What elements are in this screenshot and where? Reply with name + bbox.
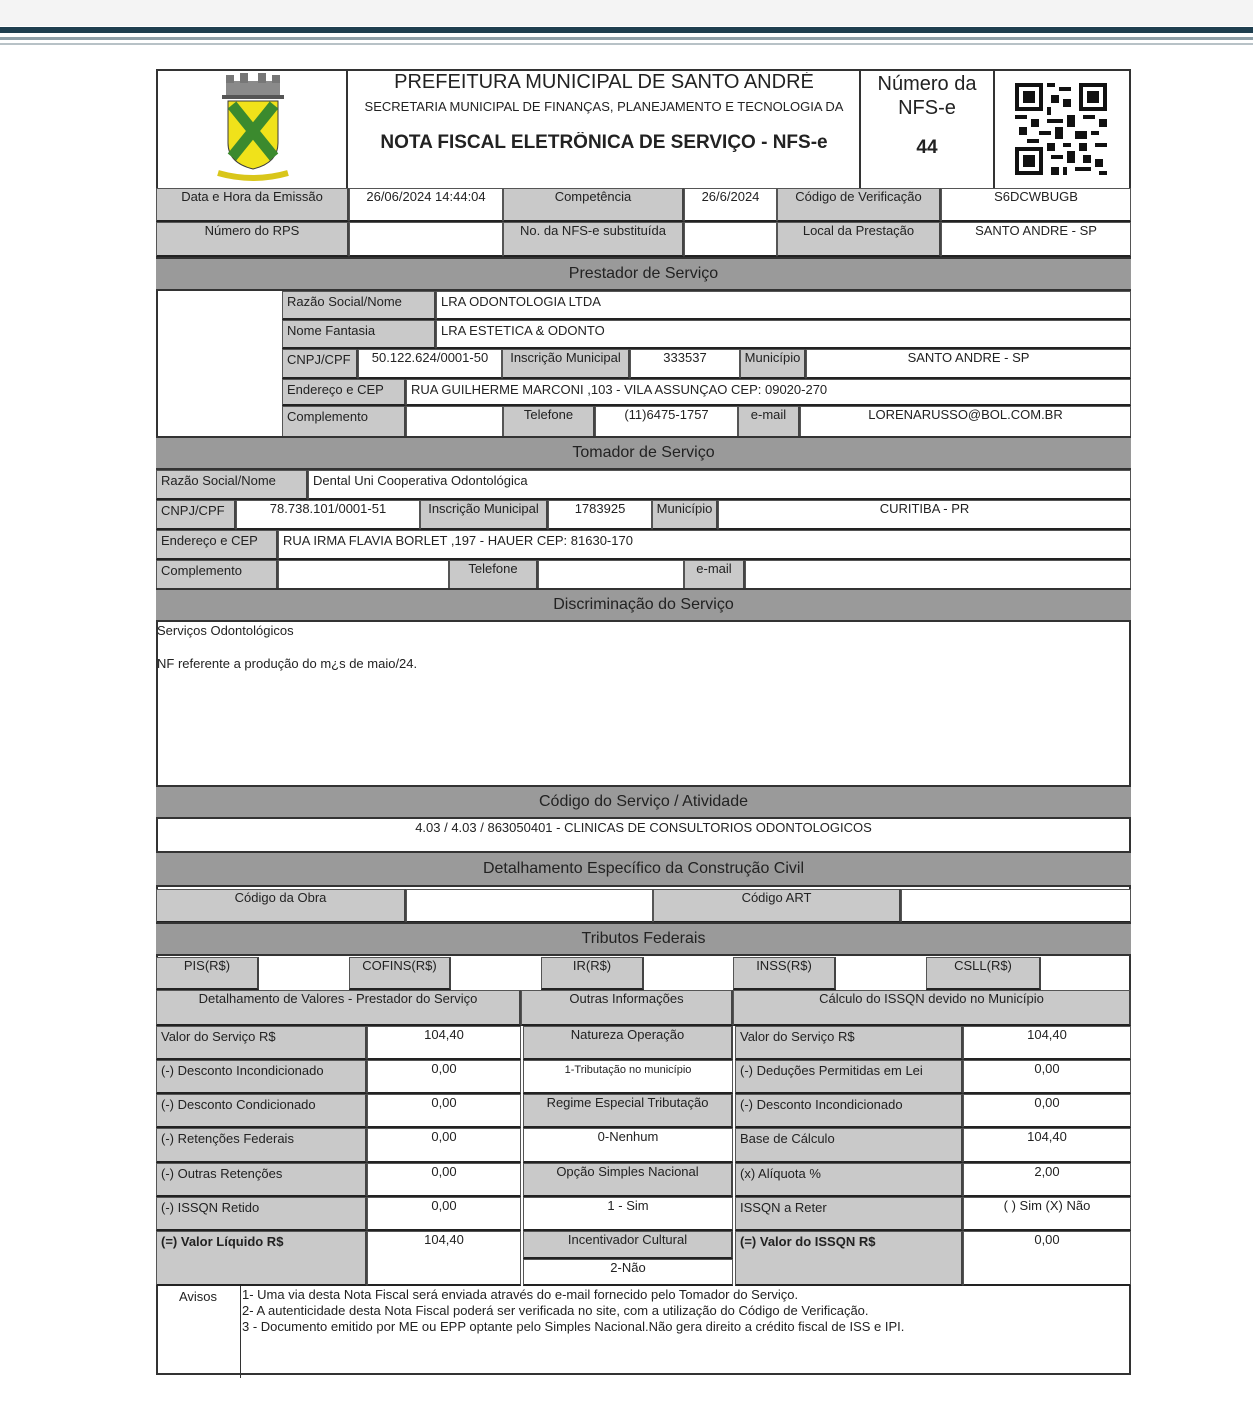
qr-code-icon xyxy=(1015,83,1107,175)
document-title: NOTA FISCAL ELETRÔNICA DE SERVIÇO - NFS-e xyxy=(380,132,828,153)
cofins-label: COFINS(R$) xyxy=(349,957,451,990)
description-section-header: Discriminação do Serviço xyxy=(156,588,1131,622)
taker-cnpj: 78.738.101/0001-51 xyxy=(236,500,420,530)
ir-label: IR(R$) xyxy=(541,957,644,990)
emission-date: 26/06/2024 14:44:04 xyxy=(349,188,503,222)
nfse-number-label-1: Número da xyxy=(877,73,977,95)
value-row: 0,00 xyxy=(367,1094,521,1128)
value-label-row: Valor do Serviço R$ xyxy=(156,1026,367,1060)
crest-cell xyxy=(156,69,348,190)
substituted-number xyxy=(684,222,777,257)
description-line-2: NF referente a produção do m¿s de maio/24. xyxy=(157,656,418,671)
location: SANTO ANDRE - SP xyxy=(941,222,1131,257)
nfse-number-cell xyxy=(859,69,995,190)
provider-complement xyxy=(406,406,503,438)
notices-divider xyxy=(240,1286,241,1378)
qr-cell xyxy=(995,69,1131,190)
service-code: 4.03 / 4.03 / 863050401 - CLINICAS DE CONSULTORIOS ODONTOLOGICOS xyxy=(415,820,872,835)
inss-label: INSS(R$) xyxy=(733,957,836,990)
taker-city-label: Município xyxy=(652,500,718,530)
value-row: 0,00 xyxy=(367,1197,521,1231)
dept-title: SECRETARIA MUNICIPAL DE FINANÇAS, PLANEJAMENTO E TECNOLOGIA DA xyxy=(364,99,844,114)
verification-code: S6DCWBUGB xyxy=(941,188,1131,222)
art-code xyxy=(901,889,1131,923)
provider-section-header: Prestador de Serviço xyxy=(156,257,1131,291)
taker-city: CURITIBA - PR xyxy=(718,500,1131,530)
org-title: PREFEITURA MUNICIPAL DE SANTO ANDRÉ xyxy=(394,72,814,92)
nfse-number: 44 xyxy=(916,137,938,158)
obra-code xyxy=(406,889,653,923)
value-row: 0,00 xyxy=(367,1163,521,1197)
issqn-label-row: (x) Alíquota % xyxy=(735,1163,963,1197)
issqn-value-row: 104,40 xyxy=(963,1026,1131,1060)
issqn-value-row: 0,00 xyxy=(963,1094,1131,1128)
taker-complement xyxy=(278,560,449,590)
competence: 26/6/2024 xyxy=(684,188,777,222)
description-line-1: Serviços Odontológicos xyxy=(157,623,294,638)
provider-address: RUA GUILHERME MARCONI ,103 - VILA ASSUNÇAO CEP: 09020-270 xyxy=(406,379,1131,406)
taker-name: Dental Uni Cooperativa Odontológica xyxy=(308,470,1131,500)
issqn-value-row: 2,00 xyxy=(963,1163,1131,1197)
construction-section-header: Detalhamento Específico da Construção Civil xyxy=(156,851,1131,887)
provider-im-label: Inscrição Municipal xyxy=(502,349,630,379)
provider-phone-label: Telefone xyxy=(503,406,595,438)
provider-fantasy-label: Nome Fantasia xyxy=(282,320,436,349)
nfse-number-label-2: NFS-e xyxy=(898,97,956,119)
value-label-row: (-) Retenções Federais xyxy=(156,1128,367,1163)
taker-email-label: e-mail xyxy=(684,560,745,590)
issqn-label-row: Base de Cálculo xyxy=(735,1128,963,1163)
taker-im: 1783925 xyxy=(548,500,652,530)
values-section-header: Detalhamento de Valores - Prestador do Serviço xyxy=(156,990,521,1026)
notices-label: Avisos xyxy=(178,1289,218,1304)
top-stripe-light xyxy=(0,43,1253,45)
value-row: 0,00 xyxy=(367,1128,521,1163)
pis-label: PIS(R$) xyxy=(156,957,259,990)
competence-label: Competência xyxy=(503,188,684,222)
issqn-value-row: ( ) Sim (X) Não xyxy=(963,1197,1131,1231)
art-label: Código ART xyxy=(653,889,901,923)
value-row: 104,40 xyxy=(367,1026,521,1060)
cultural-label: Incentivador Cultural xyxy=(523,1231,733,1259)
service-code-section-header: Código do Serviço / Atividade xyxy=(156,785,1131,819)
taker-cnpj-label: CNPJ/CPF xyxy=(156,500,236,530)
issqn-value-row: 104,40 xyxy=(963,1128,1131,1163)
taker-address-label: Endereço e CEP xyxy=(156,530,278,560)
provider-address-label: Endereço e CEP xyxy=(282,379,406,406)
value-label-row: (-) Desconto Incondicionado xyxy=(156,1060,367,1094)
provider-complement-label: Complemento xyxy=(282,406,406,438)
other-section-header: Outras Informações xyxy=(521,990,733,1026)
provider-city-label: Município xyxy=(740,349,806,379)
location-label: Local da Prestação xyxy=(777,222,941,257)
issqn-total-label: (=) Valor do ISSQN R$ xyxy=(735,1231,963,1286)
regime-label: Regime Especial Tributação xyxy=(523,1094,733,1128)
provider-cnpj: 50.122.624/0001-50 xyxy=(358,349,502,379)
substituted-label: No. da NFS-e substituída xyxy=(503,222,684,257)
provider-cnpj-label: CNPJ/CPF xyxy=(282,349,358,379)
taker-address: RUA IRMA FLAVIA BORLET ,197 - HAUER CEP: 81630-170 xyxy=(278,530,1131,560)
taker-phone-label: Telefone xyxy=(449,560,538,590)
issqn-label-row: (-) Deduções Permitidas em Lei xyxy=(735,1060,963,1094)
taker-phone xyxy=(538,560,684,590)
provider-name: LRA ODONTOLOGIA LTDA xyxy=(436,291,1131,320)
top-stripe-mid xyxy=(0,37,1253,40)
nature: 1-Tributação no município xyxy=(523,1060,733,1094)
notice-line-1: 1- Uma via desta Nota Fiscal será enviada através do e-mail fornecido pelo Tomador do Serviço. xyxy=(242,1288,799,1302)
issqn-label-row: ISSQN a Reter xyxy=(735,1197,963,1231)
provider-city: SANTO ANDRE - SP xyxy=(806,349,1131,379)
santo-andre-crest-icon xyxy=(208,73,298,185)
net-value: 104,40 xyxy=(367,1231,521,1286)
notice-line-2: 2- A autenticidade desta Nota Fiscal poderá ser verificada no site, com a utilização do Código de Verificação. xyxy=(242,1304,869,1318)
top-stripe-dark xyxy=(0,27,1253,33)
verification-label: Código de Verificação xyxy=(777,188,941,222)
issqn-section-header: Cálculo do ISSQN devido no Município xyxy=(733,990,1131,1026)
issqn-label-row: Valor do Serviço R$ xyxy=(735,1026,963,1060)
issqn-total: 0,00 xyxy=(963,1231,1131,1286)
value-label-row: (-) Desconto Condicionado xyxy=(156,1094,367,1128)
regime: 0-Nenhum xyxy=(523,1128,733,1163)
taker-email xyxy=(745,560,1131,590)
notice-line-3: 3 - Documento emitido por ME ou EPP optante pelo Simples Nacional.Não gera direito a crédito fiscal de ISS e IPI. xyxy=(242,1320,905,1334)
taker-complement-label: Complemento xyxy=(156,560,278,590)
value-label-row: (-) ISSQN Retido xyxy=(156,1197,367,1231)
cultural: 2-Não xyxy=(523,1259,733,1286)
top-bar xyxy=(0,0,1253,26)
simples-label: Opção Simples Nacional xyxy=(523,1163,733,1197)
taker-im-label: Inscrição Municipal xyxy=(420,500,548,530)
provider-email: LORENARUSSO@BOL.COM.BR xyxy=(800,406,1131,438)
provider-email-label: e-mail xyxy=(738,406,800,438)
provider-fantasy: LRA ESTETICA & ODONTO xyxy=(436,320,1131,349)
federal-section-header: Tributos Federais xyxy=(156,922,1131,956)
provider-name-label: Razão Social/Nome xyxy=(282,291,436,320)
provider-phone: (11)6475-1757 xyxy=(595,406,738,438)
simples: 1 - Sim xyxy=(523,1197,733,1231)
value-label-row: (-) Outras Retenções xyxy=(156,1163,367,1197)
net-value-label: (=) Valor Líquido R$ xyxy=(156,1231,367,1286)
value-row: 0,00 xyxy=(367,1060,521,1094)
issqn-value-row: 0,00 xyxy=(963,1060,1131,1094)
obra-label: Código da Obra xyxy=(156,889,406,923)
issqn-label-row: (-) Desconto Incondicionado xyxy=(735,1094,963,1128)
provider-im: 333537 xyxy=(630,349,740,379)
rps-number xyxy=(349,222,503,257)
taker-name-label: Razão Social/Nome xyxy=(156,470,308,500)
csll-label: CSLL(R$) xyxy=(926,957,1041,990)
taker-section-header: Tomador de Serviço xyxy=(156,436,1131,470)
nature-label: Natureza Operação xyxy=(523,1026,733,1060)
emission-date-label: Data e Hora da Emissão xyxy=(156,188,349,222)
rps-label: Número do RPS xyxy=(156,222,349,257)
